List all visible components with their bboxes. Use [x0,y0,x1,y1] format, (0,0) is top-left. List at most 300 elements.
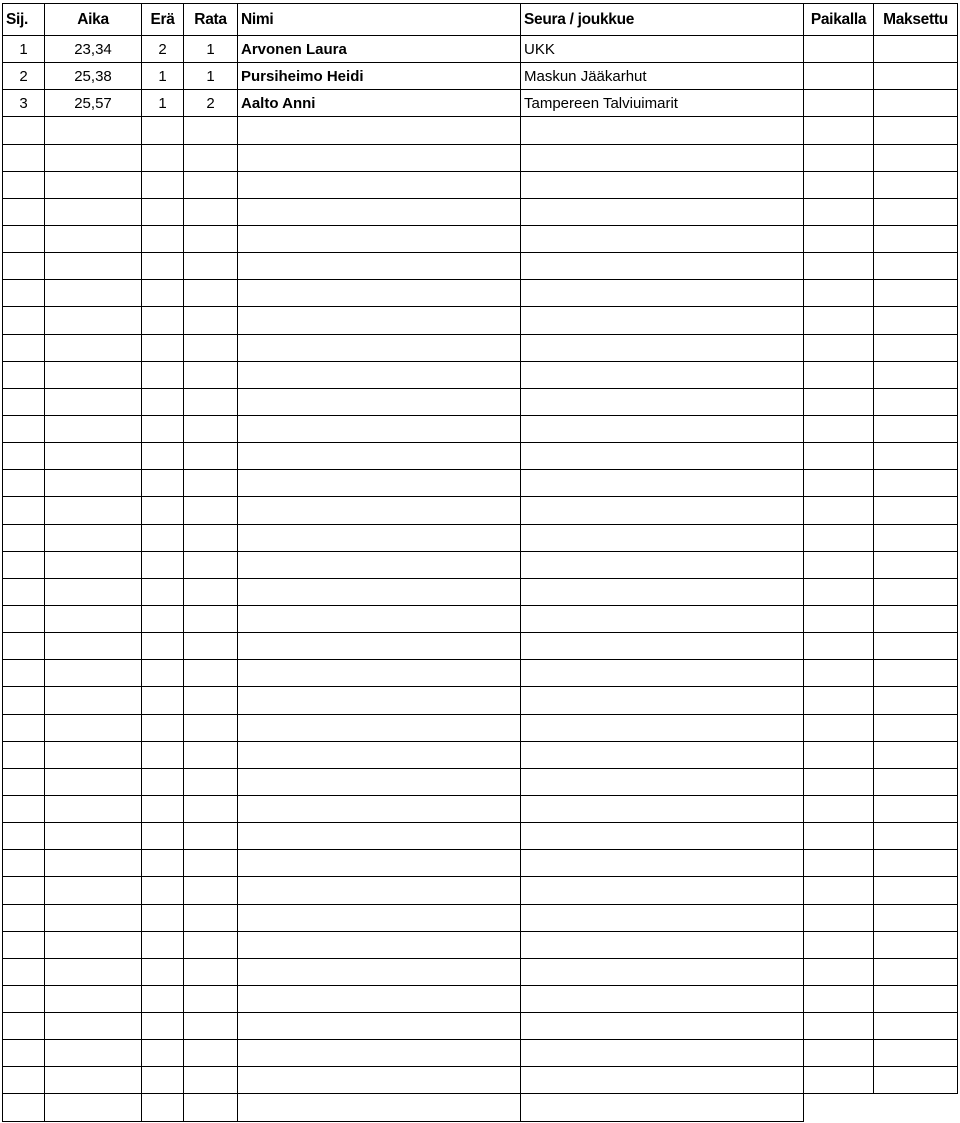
lane-cell[interactable] [184,850,238,877]
club-cell[interactable] [521,660,804,687]
club-cell[interactable] [521,171,804,198]
present-cell[interactable] [804,1067,874,1094]
place-cell[interactable] [3,823,45,850]
name-cell[interactable] [238,904,521,931]
present-cell[interactable] [804,904,874,931]
heat-cell[interactable] [142,578,184,605]
time-cell[interactable] [45,578,142,605]
club-cell[interactable] [521,388,804,415]
time-cell[interactable] [45,225,142,252]
present-cell[interactable] [804,931,874,958]
name-cell[interactable] [238,1094,521,1121]
present-cell[interactable] [804,117,874,144]
paid-cell[interactable] [874,280,958,307]
place-cell[interactable] [3,198,45,225]
time-cell[interactable] [45,388,142,415]
paid-cell[interactable] [874,795,958,822]
time-cell[interactable] [45,714,142,741]
heat-cell[interactable] [142,687,184,714]
heat-cell[interactable] [142,1040,184,1067]
club-cell[interactable] [521,443,804,470]
heat-cell[interactable] [142,660,184,687]
name-cell[interactable] [238,605,521,632]
present-cell[interactable] [804,578,874,605]
lane-cell[interactable] [184,253,238,280]
name-cell[interactable] [238,361,521,388]
present-cell[interactable] [804,63,874,90]
paid-cell[interactable] [874,850,958,877]
time-cell[interactable] [45,605,142,632]
place-cell[interactable] [3,361,45,388]
present-cell[interactable] [804,280,874,307]
name-cell[interactable] [238,551,521,578]
club-cell[interactable] [521,687,804,714]
place-cell[interactable] [3,795,45,822]
time-cell[interactable] [45,904,142,931]
name-cell[interactable] [238,1013,521,1040]
name-cell[interactable] [238,687,521,714]
paid-cell[interactable] [874,36,958,63]
lane-cell[interactable] [184,1067,238,1094]
paid-cell[interactable] [874,361,958,388]
paid-cell[interactable] [874,144,958,171]
name-cell[interactable] [238,171,521,198]
paid-cell[interactable] [874,253,958,280]
lane-cell[interactable] [184,687,238,714]
club-cell[interactable] [521,198,804,225]
place-cell[interactable] [3,144,45,171]
lane-cell[interactable] [184,307,238,334]
present-cell[interactable] [804,225,874,252]
lane-cell[interactable] [184,578,238,605]
present-cell[interactable] [804,1040,874,1067]
club-cell[interactable] [521,497,804,524]
name-cell[interactable] [238,985,521,1012]
place-cell[interactable] [3,280,45,307]
place-cell[interactable] [3,904,45,931]
paid-cell[interactable] [874,660,958,687]
heat-cell[interactable] [142,171,184,198]
heat-cell[interactable] [142,850,184,877]
present-cell[interactable] [804,443,874,470]
paid-cell[interactable] [874,578,958,605]
present-cell[interactable] [804,823,874,850]
name-cell[interactable] [238,144,521,171]
club-cell[interactable] [521,578,804,605]
time-cell[interactable] [45,171,142,198]
heat-cell[interactable] [142,524,184,551]
paid-cell[interactable] [874,388,958,415]
club-cell[interactable] [521,931,804,958]
time-cell[interactable] [45,144,142,171]
club-cell[interactable] [521,904,804,931]
name-cell[interactable] [238,660,521,687]
place-cell[interactable] [3,768,45,795]
name-cell[interactable] [238,225,521,252]
paid-cell[interactable] [874,1040,958,1067]
place-cell[interactable] [3,985,45,1012]
paid-cell[interactable] [874,714,958,741]
present-cell[interactable] [804,253,874,280]
place-cell[interactable] [3,633,45,660]
lane-cell[interactable] [184,605,238,632]
paid-cell[interactable] [874,687,958,714]
place-cell[interactable] [3,850,45,877]
lane-cell[interactable] [184,931,238,958]
present-cell[interactable] [804,958,874,985]
heat-cell[interactable] [142,280,184,307]
place-cell[interactable] [3,660,45,687]
lane-cell[interactable] [184,1040,238,1067]
time-cell[interactable] [45,198,142,225]
place-cell[interactable] [3,1067,45,1094]
place-cell[interactable] [3,117,45,144]
present-cell[interactable] [804,633,874,660]
time-cell[interactable] [45,958,142,985]
present-cell[interactable] [804,687,874,714]
name-cell[interactable] [238,280,521,307]
paid-cell[interactable] [874,334,958,361]
time-cell[interactable] [45,117,142,144]
place-cell[interactable] [3,415,45,442]
club-cell[interactable] [521,850,804,877]
present-cell[interactable] [804,768,874,795]
place-cell[interactable] [3,578,45,605]
paid-cell[interactable] [874,1013,958,1040]
heat-cell[interactable] [142,823,184,850]
place-cell[interactable] [3,741,45,768]
place-cell[interactable] [3,171,45,198]
place-cell[interactable] [3,931,45,958]
lane-cell[interactable] [184,958,238,985]
heat-cell[interactable] [142,225,184,252]
heat-cell[interactable] [142,117,184,144]
lane-cell[interactable] [184,877,238,904]
paid-cell[interactable] [874,931,958,958]
paid-cell[interactable] [874,768,958,795]
paid-cell[interactable] [874,497,958,524]
place-cell[interactable] [3,1013,45,1040]
paid-cell[interactable] [874,198,958,225]
heat-cell[interactable] [142,443,184,470]
lane-cell[interactable] [184,388,238,415]
time-cell[interactable] [45,1013,142,1040]
time-cell[interactable] [45,470,142,497]
name-cell[interactable] [238,931,521,958]
paid-cell[interactable] [874,63,958,90]
lane-cell[interactable] [184,144,238,171]
lane-cell[interactable] [184,198,238,225]
time-cell[interactable] [45,741,142,768]
place-cell[interactable] [3,1040,45,1067]
name-cell[interactable] [238,415,521,442]
time-cell[interactable] [45,443,142,470]
place-cell[interactable] [3,225,45,252]
name-cell[interactable] [238,334,521,361]
lane-cell[interactable] [184,415,238,442]
paid-cell[interactable] [874,171,958,198]
name-cell[interactable] [238,253,521,280]
name-cell[interactable] [238,795,521,822]
club-cell[interactable] [521,714,804,741]
present-cell[interactable] [804,877,874,904]
lane-cell[interactable] [184,904,238,931]
name-cell[interactable] [238,497,521,524]
present-cell[interactable] [804,795,874,822]
place-cell[interactable] [3,334,45,361]
heat-cell[interactable] [142,1067,184,1094]
place-cell[interactable] [3,524,45,551]
name-cell[interactable] [238,714,521,741]
heat-cell[interactable] [142,144,184,171]
present-cell[interactable] [804,470,874,497]
heat-cell[interactable] [142,605,184,632]
paid-cell[interactable] [874,958,958,985]
lane-cell[interactable] [184,660,238,687]
time-cell[interactable] [45,253,142,280]
heat-cell[interactable] [142,388,184,415]
paid-cell[interactable] [874,307,958,334]
lane-cell[interactable] [184,470,238,497]
place-cell[interactable] [3,388,45,415]
name-cell[interactable] [238,633,521,660]
lane-cell[interactable] [184,334,238,361]
heat-cell[interactable] [142,198,184,225]
present-cell[interactable] [804,714,874,741]
name-cell[interactable] [238,741,521,768]
time-cell[interactable] [45,524,142,551]
place-cell[interactable] [3,470,45,497]
time-cell[interactable] [45,307,142,334]
heat-cell[interactable] [142,904,184,931]
lane-cell[interactable] [184,497,238,524]
paid-cell[interactable] [874,633,958,660]
paid-cell[interactable] [874,1094,958,1121]
place-cell[interactable] [3,714,45,741]
paid-cell[interactable] [874,117,958,144]
club-cell[interactable] [521,524,804,551]
present-cell[interactable] [804,985,874,1012]
club-cell[interactable] [521,741,804,768]
name-cell[interactable] [238,470,521,497]
time-cell[interactable] [45,795,142,822]
paid-cell[interactable] [874,877,958,904]
present-cell[interactable] [804,524,874,551]
name-cell[interactable] [238,307,521,334]
lane-cell[interactable] [184,551,238,578]
place-cell[interactable] [3,253,45,280]
heat-cell[interactable] [142,470,184,497]
lane-cell[interactable] [184,823,238,850]
name-cell[interactable] [238,388,521,415]
club-cell[interactable] [521,144,804,171]
time-cell[interactable] [45,660,142,687]
club-cell[interactable] [521,1040,804,1067]
time-cell[interactable] [45,850,142,877]
heat-cell[interactable] [142,551,184,578]
time-cell[interactable] [45,1094,142,1121]
time-cell[interactable] [45,415,142,442]
club-cell[interactable] [521,470,804,497]
heat-cell[interactable] [142,714,184,741]
place-cell[interactable] [3,958,45,985]
paid-cell[interactable] [874,904,958,931]
heat-cell[interactable] [142,985,184,1012]
heat-cell[interactable] [142,253,184,280]
club-cell[interactable] [521,605,804,632]
time-cell[interactable] [45,551,142,578]
club-cell[interactable] [521,334,804,361]
lane-cell[interactable] [184,714,238,741]
heat-cell[interactable] [142,741,184,768]
place-cell[interactable] [3,687,45,714]
lane-cell[interactable] [184,1094,238,1121]
present-cell[interactable] [804,1013,874,1040]
heat-cell[interactable] [142,415,184,442]
name-cell[interactable] [238,198,521,225]
time-cell[interactable] [45,633,142,660]
time-cell[interactable] [45,985,142,1012]
time-cell[interactable] [45,823,142,850]
club-cell[interactable] [521,117,804,144]
name-cell[interactable] [238,524,521,551]
name-cell[interactable] [238,958,521,985]
lane-cell[interactable] [184,171,238,198]
club-cell[interactable] [521,1094,804,1121]
present-cell[interactable] [804,660,874,687]
present-cell[interactable] [804,551,874,578]
present-cell[interactable] [804,334,874,361]
heat-cell[interactable] [142,958,184,985]
name-cell[interactable] [238,877,521,904]
present-cell[interactable] [804,36,874,63]
heat-cell[interactable] [142,877,184,904]
present-cell[interactable] [804,1094,874,1121]
name-cell[interactable] [238,1040,521,1067]
paid-cell[interactable] [874,225,958,252]
time-cell[interactable] [45,931,142,958]
time-cell[interactable] [45,877,142,904]
name-cell[interactable] [238,823,521,850]
name-cell[interactable] [238,1067,521,1094]
paid-cell[interactable] [874,985,958,1012]
club-cell[interactable] [521,823,804,850]
club-cell[interactable] [521,958,804,985]
place-cell[interactable] [3,605,45,632]
lane-cell[interactable] [184,768,238,795]
paid-cell[interactable] [874,415,958,442]
heat-cell[interactable] [142,795,184,822]
time-cell[interactable] [45,1040,142,1067]
club-cell[interactable] [521,415,804,442]
heat-cell[interactable] [142,307,184,334]
time-cell[interactable] [45,497,142,524]
present-cell[interactable] [804,388,874,415]
lane-cell[interactable] [184,524,238,551]
present-cell[interactable] [804,605,874,632]
name-cell[interactable] [238,578,521,605]
club-cell[interactable] [521,633,804,660]
lane-cell[interactable] [184,741,238,768]
club-cell[interactable] [521,551,804,578]
club-cell[interactable] [521,307,804,334]
club-cell[interactable] [521,225,804,252]
lane-cell[interactable] [184,1013,238,1040]
time-cell[interactable] [45,687,142,714]
lane-cell[interactable] [184,795,238,822]
time-cell[interactable] [45,361,142,388]
name-cell[interactable] [238,768,521,795]
heat-cell[interactable] [142,334,184,361]
heat-cell[interactable] [142,497,184,524]
paid-cell[interactable] [874,1067,958,1094]
time-cell[interactable] [45,768,142,795]
present-cell[interactable] [804,850,874,877]
heat-cell[interactable] [142,931,184,958]
club-cell[interactable] [521,1013,804,1040]
place-cell[interactable] [3,877,45,904]
paid-cell[interactable] [874,605,958,632]
lane-cell[interactable] [184,117,238,144]
club-cell[interactable] [521,253,804,280]
present-cell[interactable] [804,741,874,768]
present-cell[interactable] [804,144,874,171]
lane-cell[interactable] [184,280,238,307]
paid-cell[interactable] [874,443,958,470]
lane-cell[interactable] [184,225,238,252]
lane-cell[interactable] [184,633,238,660]
present-cell[interactable] [804,361,874,388]
club-cell[interactable] [521,1067,804,1094]
lane-cell[interactable] [184,443,238,470]
heat-cell[interactable] [142,1094,184,1121]
present-cell[interactable] [804,171,874,198]
heat-cell[interactable] [142,1013,184,1040]
club-cell[interactable] [521,361,804,388]
heat-cell[interactable] [142,361,184,388]
name-cell[interactable] [238,117,521,144]
paid-cell[interactable] [874,90,958,117]
present-cell[interactable] [804,307,874,334]
time-cell[interactable] [45,280,142,307]
paid-cell[interactable] [874,470,958,497]
paid-cell[interactable] [874,551,958,578]
paid-cell[interactable] [874,524,958,551]
lane-cell[interactable] [184,985,238,1012]
name-cell[interactable] [238,850,521,877]
name-cell[interactable] [238,443,521,470]
lane-cell[interactable] [184,361,238,388]
club-cell[interactable] [521,280,804,307]
club-cell[interactable] [521,985,804,1012]
place-cell[interactable] [3,497,45,524]
place-cell[interactable] [3,551,45,578]
place-cell[interactable] [3,1094,45,1121]
paid-cell[interactable] [874,741,958,768]
club-cell[interactable] [521,768,804,795]
paid-cell[interactable] [874,823,958,850]
place-cell[interactable] [3,443,45,470]
present-cell[interactable] [804,90,874,117]
place-cell[interactable] [3,307,45,334]
present-cell[interactable] [804,415,874,442]
club-cell[interactable] [521,877,804,904]
present-cell[interactable] [804,497,874,524]
time-cell[interactable] [45,1067,142,1094]
heat-cell[interactable] [142,633,184,660]
time-cell[interactable] [45,334,142,361]
present-cell[interactable] [804,198,874,225]
